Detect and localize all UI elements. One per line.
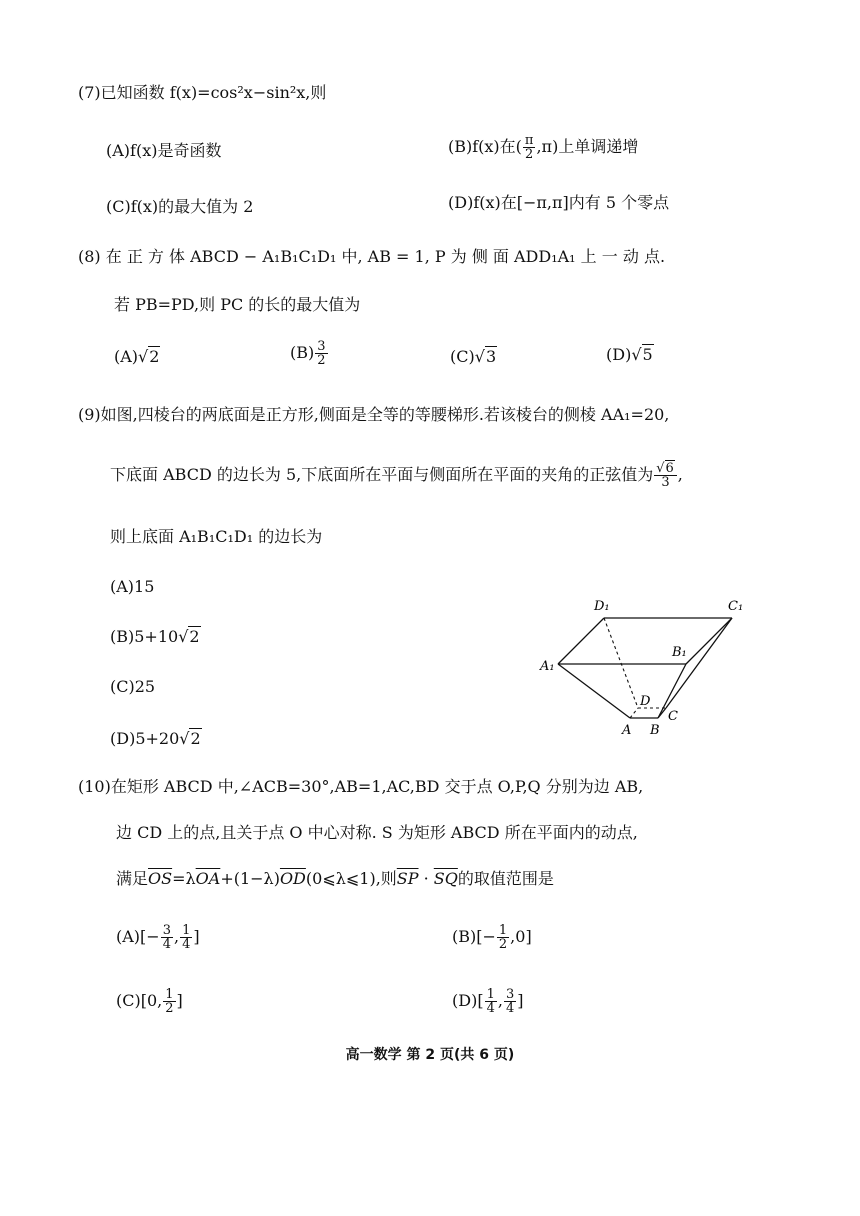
vector-oa: $\overline{OA}$ — [195, 869, 221, 888]
q9-stem-line2-text: 下底面 ABCD 的边长为 5,下底面所在平面与侧面所在平面的夹角的正弦值为 — [110, 465, 654, 484]
q10-stem3-prefix: 满足 — [116, 869, 149, 888]
q10-option-b — [452, 924, 532, 951]
label-b: B — [650, 723, 660, 738]
separator: , — [497, 991, 503, 1010]
q9-stem-line2 — [110, 462, 683, 489]
label-c1: C₁ — [728, 599, 744, 614]
fraction-numerator — [654, 462, 677, 476]
q7-option-b-suffix: ,π)上单调递增 — [536, 137, 639, 156]
fraction-numerator: π — [524, 133, 534, 148]
q7-option-b-prefix: (B)f(x)在( — [448, 137, 522, 156]
q10-option-d-suffix: ] — [517, 991, 524, 1010]
q10-stem-line3 — [116, 868, 554, 890]
q7-option-b-fraction — [523, 134, 536, 161]
sqrt-symbol: √2 — [138, 347, 160, 366]
q10-option-a-suffix: ] — [193, 927, 200, 946]
q8-option-a-prefix: (A) — [114, 347, 139, 366]
fraction-numerator: 3 — [505, 987, 515, 1002]
q10-option-b-prefix: (B)[− — [452, 927, 496, 946]
radicand: 3 — [485, 347, 497, 366]
fraction — [161, 924, 173, 951]
q9-option-b-prefix: (B)5+10 — [110, 627, 179, 646]
q10-stem3-suffix: 的取值范围是 — [457, 869, 554, 888]
q8-option-d — [606, 344, 654, 366]
edge-b1c1 — [686, 618, 732, 664]
q9-option-d-prefix: (D)5+20 — [110, 729, 180, 748]
radicand: 2 — [189, 627, 200, 646]
q9-stem-line3: 则上底面 A₁B₁C₁D₁ 的边长为 — [110, 527, 323, 546]
q10-stem-line1: (10)在矩形 ABCD 中,∠ACB=30°,AB=1,AC,BD 交于点 O,P,Q 分别为边 AB, — [78, 777, 644, 796]
q9-option-d — [110, 728, 202, 750]
q10-option-c — [116, 988, 183, 1015]
fraction-numerator: 1 — [498, 923, 508, 938]
fraction-numerator: 1 — [182, 923, 191, 938]
label-a: A — [622, 723, 632, 738]
fraction-numerator: 3 — [317, 339, 326, 354]
fraction-denominator: 4 — [505, 1001, 515, 1016]
q8-option-c-prefix: (C) — [450, 347, 475, 366]
sqrt-symbol: √2 — [178, 627, 200, 646]
q9-stem-line1: (9)如图,四棱台的两底面是正方形,侧面是全等的等腰梯形.若该棱台的侧棱 AA₁=20, — [78, 405, 670, 424]
q9-option-a: (A)15 — [110, 577, 155, 596]
fraction — [504, 988, 516, 1015]
q10-stem3-mid1: =λ — [172, 869, 196, 888]
q7-option-a: (A)f(x)是奇函数 — [106, 141, 222, 160]
q10-stem-line2: 边 CD 上的点,且关于点 O 中心对称. S 为矩形 ABCD 所在平面内的动点, — [116, 823, 638, 842]
edge-a1a — [558, 664, 630, 718]
fraction-numerator: 1 — [165, 987, 174, 1002]
fraction — [163, 988, 175, 1015]
radicand: 2 — [149, 347, 160, 366]
frustum-figure — [530, 590, 760, 740]
q7-option-d: (D)f(x)在[−π,π]内有 5 个零点 — [448, 193, 670, 212]
q10-option-d — [452, 988, 523, 1015]
q8-option-a — [114, 346, 160, 368]
q10-option-c-suffix: ] — [176, 991, 183, 1010]
sqrt-symbol: √6 — [656, 461, 674, 476]
fraction-denominator: 4 — [182, 937, 191, 952]
label-d1: D₁ — [594, 599, 610, 614]
fraction-numerator: 1 — [486, 987, 495, 1002]
fraction-numerator: 3 — [162, 923, 171, 938]
q8-option-d-prefix: (D) — [606, 345, 632, 364]
separator: , — [173, 927, 180, 946]
fraction-denominator: 4 — [486, 1001, 495, 1016]
radicand: 5 — [642, 345, 653, 364]
q8-option-c — [450, 346, 497, 368]
q10-option-a-prefix: (A)[− — [116, 927, 160, 946]
edge-c1c — [666, 618, 732, 708]
radicand: 2 — [190, 729, 201, 748]
q7-stem: (7)已知函数 f(x)=cos²x−sin²x,则 — [78, 83, 327, 102]
vector-od: $\overline{OD}$ — [279, 869, 306, 888]
vector-sq: $\overline{SQ}$ — [433, 869, 458, 888]
fraction — [497, 924, 509, 951]
fraction-denominator: 2 — [317, 353, 326, 368]
page-footer: 高一数学 第 2 页(共 6 页) — [345, 1047, 515, 1063]
q10-stem3-mid3: (0⩽λ⩽1),则 — [305, 869, 397, 888]
vector-sp: $\overline{SP}$ — [396, 869, 419, 888]
fraction-denominator: 3 — [661, 475, 670, 490]
q8-stem-line2: 若 PB=PD,则 PC 的长的最大值为 — [114, 295, 361, 314]
fraction-denominator: 2 — [498, 937, 508, 952]
q7-option-b — [448, 134, 638, 161]
q9-option-c: (C)25 — [110, 677, 156, 696]
label-c: C — [668, 709, 678, 724]
fraction — [485, 988, 497, 1015]
fraction — [180, 924, 192, 951]
q9-stem-line2-suffix: , — [677, 465, 683, 484]
edge-d1d-hidden — [604, 618, 638, 708]
q10-option-a — [116, 924, 200, 951]
edge-ad-hidden — [630, 708, 638, 718]
q8-option-b — [290, 340, 329, 367]
q8-stem-line1: (8) 在 正 方 体 ABCD − A₁B₁C₁D₁ 中, AB = 1, P 为 侧 面 ADD₁A₁ 上 一 动 点. — [78, 247, 666, 266]
q10-option-c-prefix: (C)[0, — [116, 991, 163, 1010]
fraction-denominator: 4 — [162, 937, 171, 952]
q9-option-b — [110, 626, 201, 648]
sqrt-symbol: √3 — [474, 347, 497, 366]
label-b1: B₁ — [672, 645, 687, 660]
sqrt-symbol: √5 — [631, 345, 653, 364]
q7-option-c: (C)f(x)的最大值为 2 — [106, 197, 254, 216]
q10-option-b-suffix: ,0] — [510, 927, 532, 946]
label-d: D — [640, 694, 651, 709]
label-a1: A₁ — [540, 659, 555, 674]
q8-option-b-fraction — [315, 340, 327, 367]
sqrt-symbol: √2 — [179, 729, 201, 748]
edge-d1a1 — [558, 618, 604, 664]
radicand: 6 — [665, 461, 674, 476]
dot-product-symbol: · — [418, 869, 434, 888]
vector-os: $\overline{OS}$ — [148, 869, 173, 888]
q10-stem3-mid2: +(1−λ) — [220, 869, 280, 888]
fraction-denominator: 2 — [165, 1001, 174, 1016]
q10-option-d-prefix: (D)[ — [452, 991, 484, 1010]
fraction-denominator: 2 — [525, 147, 534, 162]
q9-sine-fraction — [654, 462, 677, 489]
q8-option-b-prefix: (B) — [290, 343, 315, 362]
